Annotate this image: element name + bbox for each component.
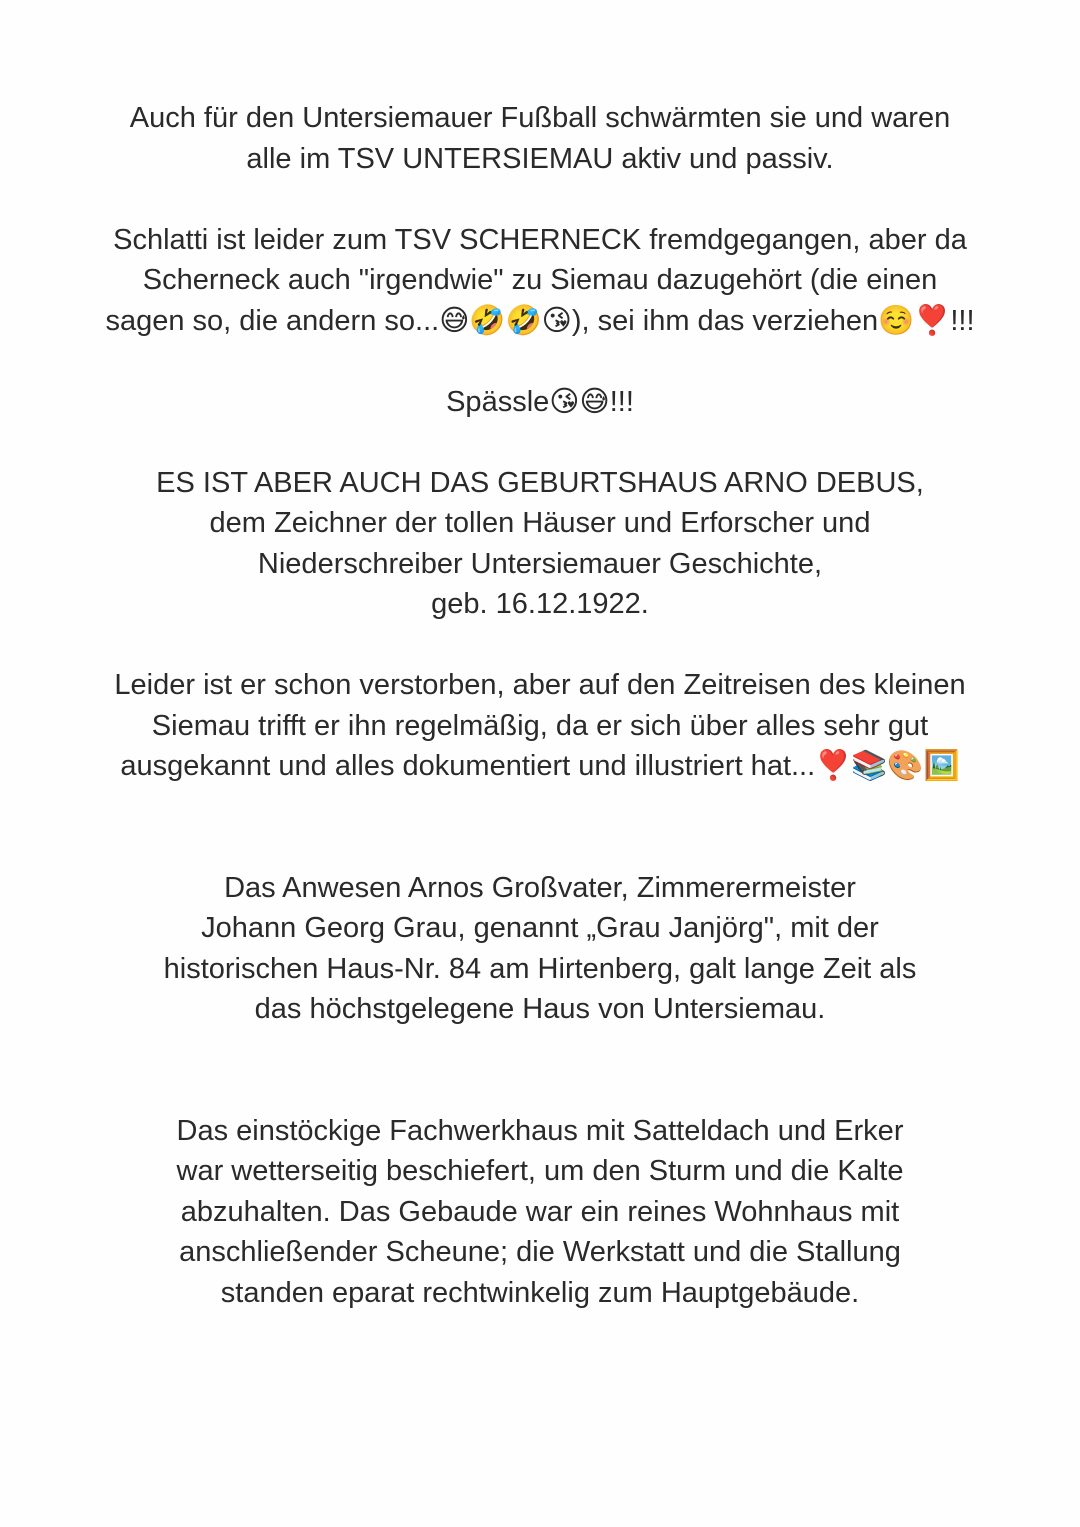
paragraph-verstorben xyxy=(40,665,1040,787)
text-line: Das Anwesen Arnos Großvater, Zimmerermeister xyxy=(224,871,856,904)
text-line: standen eparat rechtwinkelig zum Hauptgebäude. xyxy=(220,1276,860,1309)
text-line: Auch für den Untersiemauer Fußball schwärmten sie und waren xyxy=(129,102,951,134)
text-line: Das einstöckige Fachwerkhaus mit Satteldach und Erker xyxy=(176,1114,904,1147)
text-line: Spässle😘😅!!! xyxy=(446,385,634,418)
text-line: Niederschreiber Untersiemauer Geschichte, xyxy=(257,547,823,580)
text-line: Schlatti ist leider zum TSV SCHERNECK fremdgegangen, aber da xyxy=(113,223,967,256)
text-line: anschließender Scheune; die Werkstatt und die Stallung xyxy=(179,1236,901,1268)
paragraph-anwesen xyxy=(40,868,1040,1030)
document-page xyxy=(0,98,1080,1313)
paragraph-spacer xyxy=(0,787,1080,868)
text-line: geb. 16.12.1922. xyxy=(431,588,649,620)
text-line: das höchstgelegene Haus von Untersiemau. xyxy=(254,993,826,1025)
paragraph-spacer xyxy=(0,1030,1080,1111)
paragraph-tsv xyxy=(40,98,1040,179)
paragraph-schlatti xyxy=(40,220,1040,342)
text-line: sagen so, die andern so...😅🤣🤣😘), sei ihm das verziehen☺️❣️!!! xyxy=(105,304,975,337)
text-line: historischen Haus-Nr. 84 am Hirtenberg, galt lange Zeit als xyxy=(163,952,917,985)
paragraph-spacer xyxy=(0,341,1080,382)
text-line: Siemau trifft er ihn regelmäßig, da er sich über alles sehr gut xyxy=(151,709,929,742)
paragraph-spacer xyxy=(0,179,1080,220)
text-line: war wetterseitig beschiefert, um den Sturm und die Kalte xyxy=(176,1155,904,1187)
paragraph-geburtshaus xyxy=(40,463,1040,625)
text-line: abzuhalten. Das Gebaude war ein reines Wohnhaus mit xyxy=(180,1195,900,1228)
paragraph-fachwerkhaus xyxy=(40,1111,1040,1314)
text-line: Leider ist er schon verstorben, aber auf den Zeitreisen des kleinen xyxy=(114,669,966,701)
paragraph-spacer xyxy=(0,625,1080,666)
text-line: ES IST ABER AUCH DAS GEBURTSHAUS ARNO DEBUS, xyxy=(156,466,924,499)
text-line: alle im TSV UNTERSIEMAU aktiv und passiv. xyxy=(246,142,834,175)
paragraph-spaessle xyxy=(40,382,1040,423)
text-line: Johann Georg Grau, genannt „Grau Janjörg", mit der xyxy=(201,912,879,944)
text-line: ausgekannt und alles dokumentiert und illustriert hat...❣️📚🎨🖼️ xyxy=(120,750,960,782)
text-line: Scherneck auch "irgendwie" zu Siemau dazugehört (die einen xyxy=(142,264,938,296)
paragraph-spacer xyxy=(0,422,1080,463)
text-line: dem Zeichner der tollen Häuser und Erforscher und xyxy=(209,507,871,539)
